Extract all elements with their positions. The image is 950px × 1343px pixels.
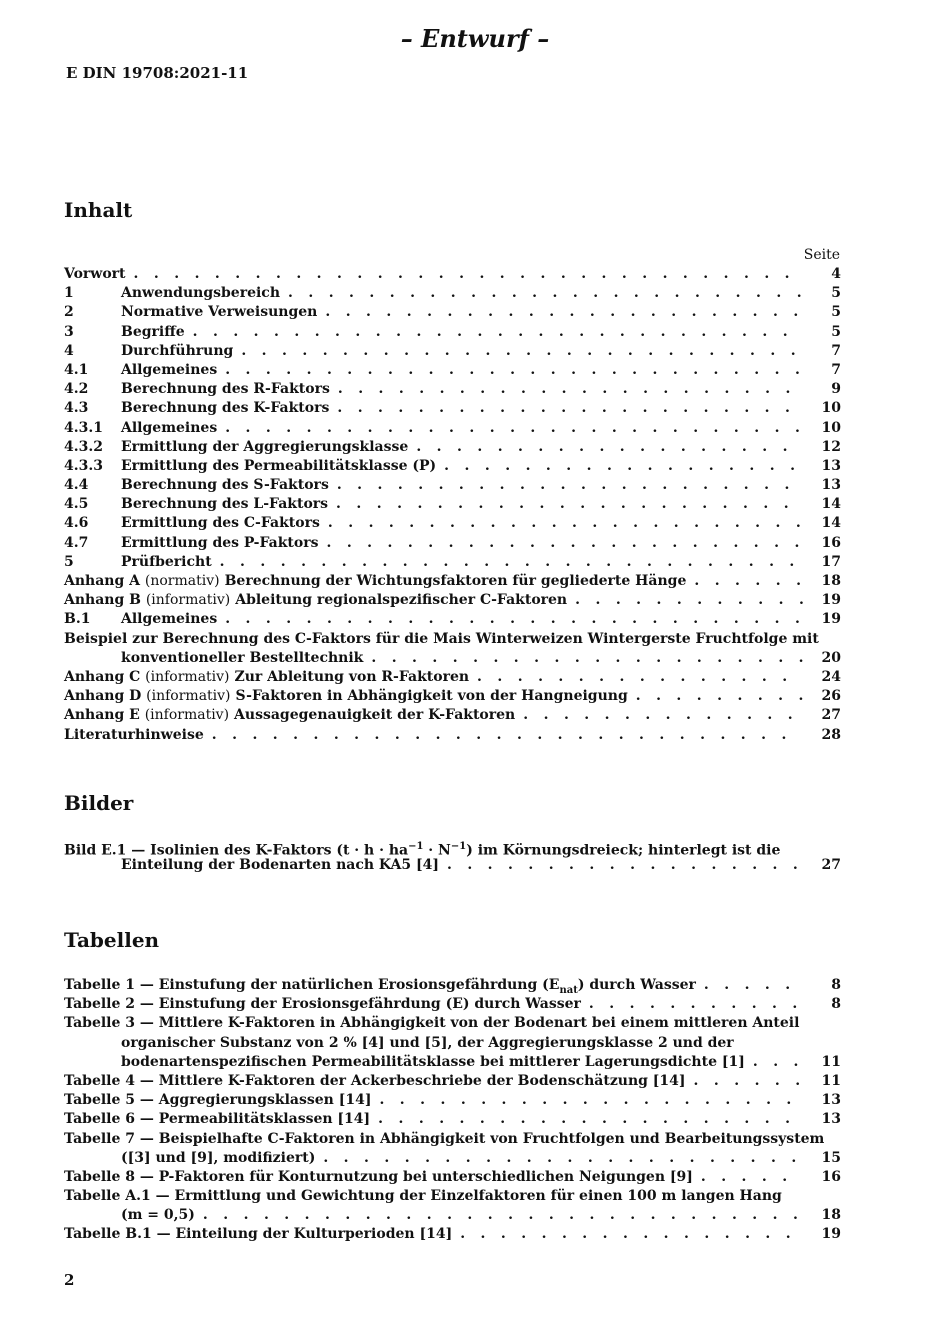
dot-leader xyxy=(701,1168,803,1187)
toc-number: 4.3.3 xyxy=(64,457,103,474)
toc-page: 11 xyxy=(821,1053,841,1070)
toc-page: 26 xyxy=(821,688,841,705)
dot-leader xyxy=(447,856,803,875)
toc-entry[interactable] xyxy=(64,553,841,572)
table-title-line: organischer Substanz von 2 % [4] und [5], der Aggregierungsklasse 2 und der xyxy=(121,1034,734,1051)
dot-leader xyxy=(328,514,803,533)
toc-page: 4 xyxy=(831,266,841,282)
toc-page: 10 xyxy=(821,419,841,436)
toc-number: 4.3.2 xyxy=(64,438,103,455)
toc-page: 18 xyxy=(821,1207,841,1224)
page-number: 2 xyxy=(64,1271,75,1289)
annex-prefix: Anhang E xyxy=(64,707,140,724)
dot-leader xyxy=(636,687,803,706)
annex-note: (informativ) xyxy=(145,668,230,685)
table-entry[interactable] xyxy=(64,1168,841,1187)
toc-title: Berechnung des K-Faktors xyxy=(121,400,330,417)
toc-title: S-Faktoren in Abhängigkeit von der Hangneigung xyxy=(235,688,628,705)
toc-page: 16 xyxy=(821,534,841,551)
toc-title: Aussagegenauigkeit der K-Faktoren xyxy=(234,707,516,724)
figures-list xyxy=(64,837,841,875)
toc-entry[interactable] xyxy=(64,438,841,457)
table-title: Tabelle 1 — Einstufung der natürlichen Erosionsgefährdung $(E_{nat})$ durch Wasser xyxy=(64,977,696,996)
toc-annex-entry[interactable] xyxy=(64,591,841,610)
table-title-line: ([3] und [9], modifiziert) xyxy=(121,1149,316,1166)
table-entry[interactable] xyxy=(64,1014,841,1072)
toc-entry[interactable] xyxy=(64,476,841,495)
dot-leader xyxy=(326,534,803,553)
annex-label xyxy=(64,706,229,725)
annex-label xyxy=(64,668,230,687)
figure-title-line: Bild E.1 — Isolinien des K-Faktors $(t \cdot h \cdot ha^{-1} \cdot N^{-1})$ im Körnungsdreieck; hinterlegt ist die xyxy=(64,841,781,859)
toc-page: 5 xyxy=(831,323,841,340)
toc-page: 5 xyxy=(831,285,841,302)
toc-entry[interactable] xyxy=(64,323,841,342)
toc-title: Prüfbericht xyxy=(121,553,212,570)
figure-title-line: Einteilung der Bodenarten nach KA5 [4] xyxy=(121,857,439,874)
toc-page: 9 xyxy=(831,381,841,398)
dot-leader xyxy=(225,610,803,629)
dot-leader xyxy=(753,1053,803,1072)
toc-page: 7 xyxy=(831,342,841,359)
toc-number: 4.3.1 xyxy=(64,419,103,436)
toc-page: 15 xyxy=(821,1149,841,1166)
toc-page: 14 xyxy=(821,515,841,532)
toc-entry[interactable] xyxy=(64,380,841,399)
annex-label xyxy=(64,572,220,591)
toc-entry[interactable] xyxy=(64,342,841,361)
dot-leader xyxy=(225,361,803,380)
dot-leader xyxy=(378,1110,803,1129)
toc-annex-entry[interactable] xyxy=(64,687,841,706)
table-title-line: (m = 0,5) xyxy=(121,1207,195,1224)
toc-entry[interactable] xyxy=(64,726,841,745)
dot-leader xyxy=(371,649,803,668)
toc-entry[interactable] xyxy=(64,419,841,438)
dot-leader xyxy=(589,995,803,1014)
contents-list xyxy=(64,265,841,745)
annex-prefix: Anhang C xyxy=(64,668,141,685)
dot-leader xyxy=(241,342,803,361)
toc-number: 4.3 xyxy=(64,400,89,417)
table-title: Tabelle B.1 — Einteilung der Kulturperioden [14] xyxy=(64,1226,453,1243)
dot-leader xyxy=(212,726,803,745)
toc-title: Literaturhinweise xyxy=(64,726,204,743)
toc-title: Normative Verweisungen xyxy=(121,304,318,321)
annex-note: (informativ) xyxy=(145,592,231,609)
tables-heading: Tabellen xyxy=(64,928,160,952)
table-entry[interactable] xyxy=(64,995,841,1014)
tables-list xyxy=(64,976,841,1245)
toc-title: Allgemeines xyxy=(121,611,218,628)
toc-entry[interactable] xyxy=(64,399,841,418)
toc-title-line: Beispiel zur Berechnung des C-Faktors für die Mais Winterweizen Wintergerste Fruchtfolge mit xyxy=(64,630,819,647)
toc-title: Anwendungsbereich xyxy=(121,285,280,302)
toc-title: Ermittlung des P-Faktors xyxy=(121,534,319,551)
annex-note: (informativ) xyxy=(144,707,230,724)
dot-leader xyxy=(193,323,803,342)
dot-leader xyxy=(575,591,803,610)
figure-entry[interactable] xyxy=(64,837,841,875)
toc-entry[interactable] xyxy=(64,303,841,322)
dot-leader xyxy=(694,572,803,591)
dot-leader xyxy=(220,553,803,572)
toc-page: 5 xyxy=(831,304,841,321)
toc-number: B.1 xyxy=(64,611,91,628)
toc-page: 28 xyxy=(821,726,841,743)
toc-number: 5 xyxy=(64,553,74,570)
figures-heading: Bilder xyxy=(64,791,134,815)
toc-annex-entry[interactable] xyxy=(64,706,841,725)
table-entry[interactable] xyxy=(64,1187,841,1225)
toc-title: Allgemeines xyxy=(121,419,218,436)
toc-title: Allgemeines xyxy=(121,361,218,378)
table-title-line: Tabelle A.1 — Ermittlung und Gewichtung der Einzelfaktoren für einen 100 m langen Hang xyxy=(64,1188,782,1205)
toc-page: 13 xyxy=(821,1111,841,1128)
page-column-label: Seite xyxy=(803,247,840,263)
toc-title: Berechnung des S-Faktors xyxy=(121,477,329,494)
toc-page: 13 xyxy=(821,477,841,494)
annex-note: (informativ) xyxy=(146,688,231,705)
toc-number: 4.2 xyxy=(64,381,89,398)
dot-leader xyxy=(288,284,803,303)
annex-note: (normativ) xyxy=(144,573,220,589)
toc-page: 27 xyxy=(821,707,841,724)
table-title-line: Tabelle 3 — Mittlere K-Faktoren in Abhängigkeit von der Bodenart bei einem mittleren Anteil xyxy=(64,1015,800,1032)
toc-number: 4.7 xyxy=(64,534,89,551)
toc-page: 19 xyxy=(821,611,841,628)
dot-leader xyxy=(379,1091,803,1110)
toc-title: Berechnung des R-Faktors xyxy=(121,381,330,398)
toc-page: 12 xyxy=(821,438,841,455)
toc-page: 14 xyxy=(821,496,841,513)
toc-entry[interactable] xyxy=(64,265,841,284)
annex-label xyxy=(64,591,230,610)
toc-number: 4.5 xyxy=(64,496,89,513)
dot-leader xyxy=(338,380,803,399)
dot-leader xyxy=(704,976,803,995)
dot-leader xyxy=(323,1149,803,1168)
dot-leader xyxy=(694,1072,803,1091)
dot-leader xyxy=(460,1225,803,1244)
toc-number: 3 xyxy=(64,323,74,340)
toc-annex-entry[interactable] xyxy=(64,572,841,591)
toc-title: Zur Ableitung von R-Faktoren xyxy=(234,668,470,685)
toc-entry[interactable] xyxy=(64,514,841,533)
table-title-line: bodenartenspezifischen Permeabilitätsklasse bei mittlerer Lagerungsdichte [1] xyxy=(121,1053,745,1070)
toc-number: 4.6 xyxy=(64,515,89,532)
toc-entry[interactable] xyxy=(64,457,841,476)
toc-entry[interactable] xyxy=(64,284,841,303)
toc-page: 11 xyxy=(821,1072,841,1089)
toc-entry[interactable] xyxy=(64,534,841,553)
toc-entry[interactable] xyxy=(64,361,841,380)
toc-page: 17 xyxy=(821,553,841,570)
toc-page: 10 xyxy=(821,400,841,417)
toc-number: 4 xyxy=(64,342,74,359)
toc-entry[interactable] xyxy=(64,630,841,668)
table-title: Tabelle 8 — P-Faktoren für Konturnutzung bei unterschiedlichen Neigungen [9] xyxy=(64,1168,693,1185)
toc-page: 20 xyxy=(821,649,841,666)
toc-title: Vorwort xyxy=(64,266,126,282)
toc-title-line: konventioneller Bestelltechnik xyxy=(121,649,364,666)
table-entry[interactable] xyxy=(64,976,841,995)
toc-page: 24 xyxy=(821,668,841,685)
dot-leader xyxy=(225,419,803,438)
toc-title: Ableitung regionalspezifischer C-Faktoren xyxy=(235,592,568,609)
toc-annex-entry[interactable] xyxy=(64,668,841,687)
table-entry[interactable] xyxy=(64,1130,841,1168)
table-title: Tabelle 6 — Permeabilitätsklassen [14] xyxy=(64,1111,371,1128)
table-entry[interactable] xyxy=(64,1110,841,1129)
annex-prefix: Anhang A xyxy=(64,573,140,589)
toc-page: 19 xyxy=(821,592,841,609)
table-title-line: Tabelle 7 — Beispielhafte C-Faktoren in Abhängigkeit von Fruchtfolgen und Bearbeitungssystem xyxy=(64,1130,825,1147)
table-entry[interactable] xyxy=(64,1225,841,1244)
toc-page: 7 xyxy=(831,361,841,378)
toc-title: Berechnung des L-Faktors xyxy=(121,496,329,513)
dot-leader xyxy=(444,457,803,476)
toc-title: Ermittlung des C-Faktors xyxy=(121,515,320,532)
toc-page: 8 xyxy=(831,977,841,993)
toc-entry[interactable] xyxy=(64,495,841,514)
table-title: Tabelle 2 — Einstufung der Erosionsgefährdung (E) durch Wasser xyxy=(64,996,581,1013)
dot-leader xyxy=(203,1206,803,1225)
table-entry[interactable] xyxy=(64,1091,841,1110)
toc-number: 2 xyxy=(64,304,74,321)
toc-title: Ermittlung der Aggregierungsklasse xyxy=(121,438,409,455)
contents-heading: Inhalt xyxy=(64,198,133,222)
dot-leader xyxy=(477,668,803,687)
annex-prefix: Anhang D xyxy=(64,688,142,705)
dot-leader xyxy=(337,399,803,418)
dot-leader xyxy=(416,438,803,457)
table-entry[interactable] xyxy=(64,1072,841,1091)
dot-leader xyxy=(337,476,803,495)
toc-page: 27 xyxy=(821,857,841,874)
table-title: Tabelle 4 — Mittlere K-Faktoren der Ackerbeschriebe der Bodenschätzung [14] xyxy=(64,1072,686,1089)
toc-title: Berechnung der Wichtungsfaktoren für gegliederte Hänge xyxy=(224,573,687,589)
toc-page: 18 xyxy=(821,573,841,589)
toc-page: 13 xyxy=(821,457,841,474)
toc-title: Durchführung xyxy=(121,342,234,359)
dot-leader xyxy=(325,303,803,322)
toc-title: Ermittlung des Permeabilitätsklasse (P) xyxy=(121,457,437,474)
annex-prefix: Anhang B xyxy=(64,592,141,609)
toc-page: 19 xyxy=(821,1226,841,1243)
document-id: E DIN 19708:2021-11 xyxy=(66,64,249,82)
toc-title: Begriffe xyxy=(121,323,185,340)
toc-page: 13 xyxy=(821,1092,841,1109)
toc-entry[interactable] xyxy=(64,610,841,629)
toc-number: 4.4 xyxy=(64,477,89,494)
toc-page: 8 xyxy=(831,996,841,1013)
toc-number: 4.1 xyxy=(64,361,89,378)
toc-number: 1 xyxy=(64,285,74,302)
toc-page: 16 xyxy=(821,1168,841,1185)
dot-leader xyxy=(336,495,803,514)
draft-mark: – Entwurf – xyxy=(400,24,550,53)
dot-leader xyxy=(134,265,803,284)
table-title: Tabelle 5 — Aggregierungsklassen [14] xyxy=(64,1092,372,1109)
dot-leader xyxy=(523,706,803,725)
annex-label xyxy=(64,687,231,706)
